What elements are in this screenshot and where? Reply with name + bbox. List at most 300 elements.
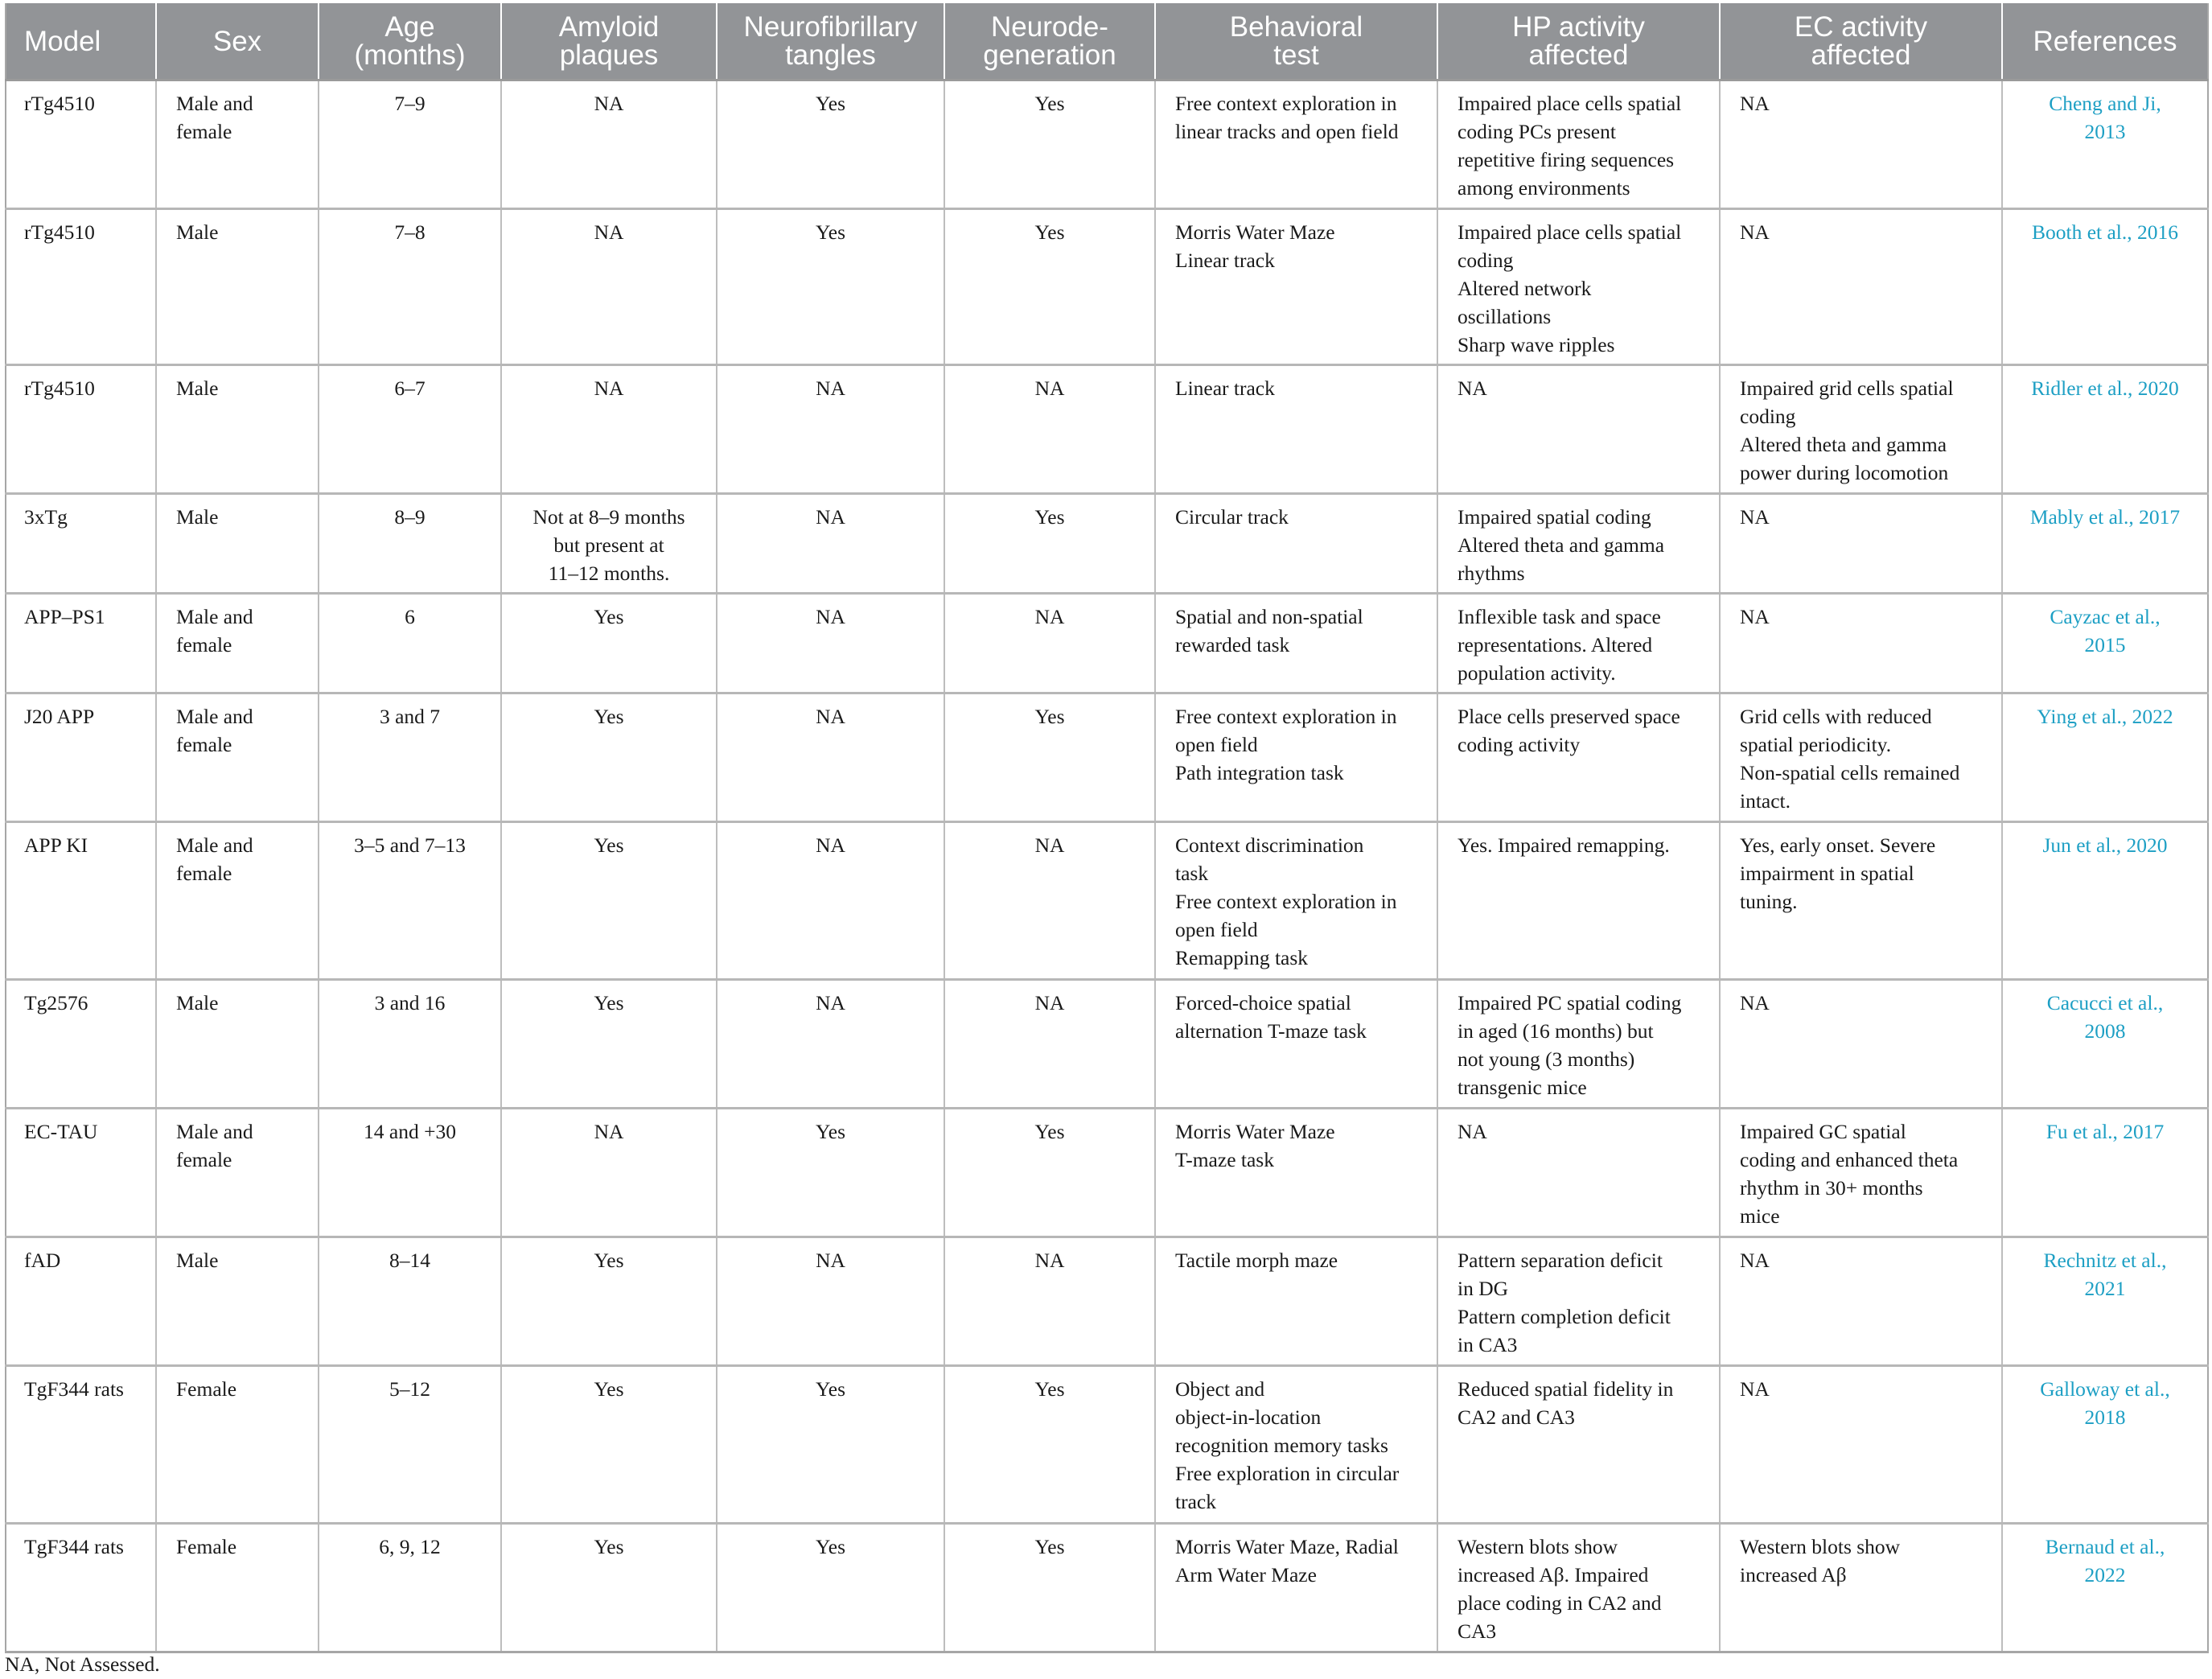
cell-line: Male bbox=[176, 220, 219, 244]
cell-age bbox=[319, 1109, 501, 1237]
cell-line: Yes, early onset. Severe bbox=[1740, 833, 1936, 857]
cell-references[interactable] bbox=[2002, 1109, 2208, 1237]
cell-line: coding bbox=[1740, 405, 1796, 428]
cell-line: linear tracks and open field bbox=[1175, 120, 1399, 143]
cell-sex bbox=[156, 80, 319, 209]
reference-link-text[interactable]: Cayzac et al., bbox=[2050, 605, 2161, 628]
cell-model bbox=[6, 80, 156, 209]
cell-line: Tactile morph maze bbox=[1175, 1249, 1338, 1272]
cell-behavioral-test bbox=[1155, 693, 1437, 822]
header-neurodegeneration bbox=[944, 3, 1155, 80]
cell-neurofibrillary-tangles bbox=[717, 1237, 944, 1366]
reference-link-text[interactable]: 2015 bbox=[2084, 633, 2126, 656]
table-row bbox=[6, 594, 2208, 693]
cell-line: Sharp wave ripples bbox=[1458, 333, 1615, 356]
cell-line: Female bbox=[176, 1535, 237, 1558]
data-table bbox=[5, 3, 2209, 1653]
cell-neurofibrillary-tangles bbox=[717, 1366, 944, 1524]
cell-amyloid-plaques bbox=[501, 594, 717, 693]
cell-neurodegeneration bbox=[944, 822, 1155, 980]
reference-link-text[interactable]: Cacucci et al., bbox=[2046, 991, 2164, 1014]
cell-line: Not at 8–9 months bbox=[532, 505, 685, 529]
cell-line: power during locomotion bbox=[1740, 461, 1949, 484]
cell-line: 7–9 bbox=[394, 92, 426, 115]
cell-hp-activity bbox=[1437, 980, 1720, 1109]
cell-line: Grid cells with reduced bbox=[1740, 705, 1932, 728]
cell-hp-activity bbox=[1437, 209, 1720, 365]
cell-model bbox=[6, 365, 156, 494]
cell-behavioral-test bbox=[1155, 1109, 1437, 1237]
cell-line: NA bbox=[816, 991, 845, 1014]
cell-hp-activity bbox=[1437, 1109, 1720, 1237]
cell-line: female bbox=[176, 633, 232, 656]
cell-line: 6–7 bbox=[394, 377, 426, 400]
cell-line: Remapping task bbox=[1175, 946, 1309, 969]
cell-behavioral-test bbox=[1155, 1237, 1437, 1366]
cell-neurofibrillary-tangles bbox=[717, 822, 944, 980]
cell-line: female bbox=[176, 862, 232, 885]
cell-sex bbox=[156, 822, 319, 980]
cell-age bbox=[319, 209, 501, 365]
cell-line: female bbox=[176, 733, 232, 756]
cell-line: NA bbox=[816, 505, 845, 529]
cell-neurofibrillary-tangles bbox=[717, 494, 944, 594]
cell-age bbox=[319, 494, 501, 594]
cell-line: 3 and 16 bbox=[374, 991, 446, 1014]
cell-line: rhythm in 30+ months bbox=[1740, 1176, 1923, 1200]
cell-line: Context discrimination bbox=[1175, 833, 1364, 857]
header-line: References bbox=[2033, 25, 2177, 57]
cell-line: Circular track bbox=[1175, 505, 1289, 529]
cell-neurodegeneration bbox=[944, 1524, 1155, 1652]
cell-line: Tg2576 bbox=[24, 991, 88, 1014]
cell-model bbox=[6, 980, 156, 1109]
cell-line: Impaired place cells spatial bbox=[1458, 220, 1682, 244]
cell-line: Altered theta and gamma bbox=[1740, 433, 1947, 456]
table-row bbox=[6, 1237, 2208, 1366]
cell-neurodegeneration bbox=[944, 1237, 1155, 1366]
cell-line: 8–9 bbox=[394, 505, 426, 529]
cell-line: Object and bbox=[1175, 1377, 1265, 1401]
reference-link-text[interactable]: Ridler et al., 2020 bbox=[2031, 377, 2179, 400]
cell-line: Western blots show bbox=[1458, 1535, 1618, 1558]
header-age bbox=[319, 3, 501, 80]
reference-link-text[interactable]: Bernaud et al., bbox=[2045, 1535, 2165, 1558]
cell-sex bbox=[156, 209, 319, 365]
cell-behavioral-test bbox=[1155, 209, 1437, 365]
cell-line: Impaired place cells spatial bbox=[1458, 92, 1682, 115]
cell-neurodegeneration bbox=[944, 594, 1155, 693]
reference-link-text[interactable]: Galloway et al., bbox=[2040, 1377, 2170, 1401]
cell-line: NA bbox=[1034, 833, 1065, 857]
cell-amyloid-plaques bbox=[501, 1237, 717, 1366]
cell-line: Non-spatial cells remained bbox=[1740, 761, 1960, 784]
cell-hp-activity bbox=[1437, 365, 1720, 494]
header-line: HP activity bbox=[1512, 11, 1645, 43]
header-line: generation bbox=[983, 39, 1116, 71]
cell-model bbox=[6, 1109, 156, 1237]
cell-line: Yes bbox=[594, 1535, 624, 1558]
cell-age bbox=[319, 980, 501, 1109]
reference-link-text[interactable]: 2018 bbox=[2084, 1405, 2126, 1429]
cell-line: NA bbox=[816, 377, 845, 400]
cell-behavioral-test bbox=[1155, 80, 1437, 209]
cell-line: NA bbox=[816, 1249, 845, 1272]
cell-line: rTg4510 bbox=[24, 377, 95, 400]
cell-line: NA bbox=[1740, 92, 1770, 115]
header-line: Behavioral bbox=[1229, 11, 1363, 43]
cell-line: Male and bbox=[176, 833, 253, 857]
header-line: Age bbox=[384, 11, 435, 43]
cell-line: 3 and 7 bbox=[379, 705, 441, 728]
cell-line: J20 APP bbox=[24, 705, 95, 728]
cell-line: Impaired GC spatial bbox=[1740, 1120, 1906, 1143]
reference-link-text[interactable]: 2021 bbox=[2084, 1277, 2126, 1300]
cell-line: rhythms bbox=[1458, 562, 1525, 585]
cell-neurofibrillary-tangles bbox=[717, 80, 944, 209]
cell-line: 11–12 months. bbox=[548, 562, 670, 585]
cell-behavioral-test bbox=[1155, 980, 1437, 1109]
cell-line: NA bbox=[594, 377, 624, 400]
reference-link-text[interactable]: Jun et al., 2020 bbox=[2042, 833, 2168, 857]
cell-line: CA2 and CA3 bbox=[1458, 1405, 1575, 1429]
cell-line: NA bbox=[816, 605, 845, 628]
reference-link-text[interactable]: 2022 bbox=[2084, 1563, 2126, 1586]
cell-sex bbox=[156, 693, 319, 822]
header-sex bbox=[156, 3, 319, 80]
cell-line: Free context exploration in bbox=[1175, 705, 1397, 728]
cell-amyloid-plaques bbox=[501, 1524, 717, 1652]
cell-line: 6 bbox=[405, 605, 415, 628]
cell-line: Yes bbox=[594, 833, 624, 857]
cell-amyloid-plaques bbox=[501, 80, 717, 209]
cell-age bbox=[319, 80, 501, 209]
header-line: Model bbox=[24, 25, 101, 57]
cell-line: oscillations bbox=[1458, 305, 1552, 328]
cell-references[interactable] bbox=[2002, 693, 2208, 822]
cell-line: Pattern separation deficit bbox=[1458, 1249, 1663, 1272]
cell-neurodegeneration bbox=[944, 693, 1155, 822]
cell-line: Altered network bbox=[1458, 277, 1592, 300]
cell-line: NA bbox=[594, 92, 624, 115]
cell-line: female bbox=[176, 120, 232, 143]
cell-references[interactable] bbox=[2002, 1237, 2208, 1366]
cell-line: NA bbox=[1034, 1249, 1065, 1272]
cell-line: Yes bbox=[1034, 505, 1065, 529]
cell-neurofibrillary-tangles bbox=[717, 209, 944, 365]
cell-neurofibrillary-tangles bbox=[717, 693, 944, 822]
cell-line: CA3 bbox=[1458, 1619, 1497, 1643]
cell-line: rewarded task bbox=[1175, 633, 1290, 656]
cell-age bbox=[319, 822, 501, 980]
table-row bbox=[6, 693, 2208, 822]
cell-sex bbox=[156, 365, 319, 494]
table-row bbox=[6, 365, 2208, 494]
reference-link-text[interactable]: 2013 bbox=[2084, 120, 2126, 143]
cell-references[interactable] bbox=[2002, 80, 2208, 209]
cell-line: increased Aβ. Impaired bbox=[1458, 1563, 1649, 1586]
cell-references[interactable] bbox=[2002, 1366, 2208, 1524]
reference-link-text[interactable]: Cheng and Ji, bbox=[2049, 92, 2161, 115]
table-row bbox=[6, 822, 2208, 980]
reference-link-text[interactable]: Rechnitz et al., bbox=[2043, 1249, 2167, 1272]
cell-hp-activity bbox=[1437, 80, 1720, 209]
cell-age bbox=[319, 365, 501, 494]
cell-line: Linear track bbox=[1175, 249, 1275, 272]
cell-references[interactable] bbox=[2002, 1524, 2208, 1652]
cell-line: Yes bbox=[594, 605, 624, 628]
table-row bbox=[6, 1366, 2208, 1524]
cell-line: Yes bbox=[1034, 1120, 1065, 1143]
cell-references[interactable] bbox=[2002, 494, 2208, 594]
cell-line: intact. bbox=[1740, 789, 1791, 813]
cell-line: 7–8 bbox=[394, 220, 426, 244]
header-line: tangles bbox=[785, 39, 876, 71]
cell-line: NA bbox=[1034, 605, 1065, 628]
cell-behavioral-test bbox=[1155, 822, 1437, 980]
cell-line: NA bbox=[594, 220, 624, 244]
cell-line: Yes bbox=[815, 220, 846, 244]
table-header bbox=[6, 3, 2208, 80]
cell-line: recognition memory tasks bbox=[1175, 1434, 1388, 1457]
table-row bbox=[6, 1524, 2208, 1652]
cell-neurodegeneration bbox=[944, 980, 1155, 1109]
cell-amyloid-plaques bbox=[501, 209, 717, 365]
cell-model bbox=[6, 209, 156, 365]
cell-line: NA bbox=[594, 1120, 624, 1143]
cell-line: coding bbox=[1458, 249, 1514, 272]
reference-link-text[interactable]: Mably et al., 2017 bbox=[2029, 505, 2181, 529]
cell-hp-activity bbox=[1437, 1237, 1720, 1366]
cell-line: track bbox=[1175, 1490, 1216, 1513]
cell-line: Morris Water Maze, Radial bbox=[1175, 1535, 1399, 1558]
cell-line: Spatial and non-spatial bbox=[1175, 605, 1363, 628]
cell-line: Free exploration in circular bbox=[1175, 1462, 1400, 1485]
cell-line: APP–PS1 bbox=[24, 605, 105, 628]
cell-line: coding PCs present bbox=[1458, 120, 1616, 143]
cell-line: T-maze task bbox=[1175, 1148, 1274, 1171]
cell-sex bbox=[156, 1524, 319, 1652]
cell-age bbox=[319, 594, 501, 693]
cell-line: Impaired grid cells spatial bbox=[1740, 377, 1954, 400]
cell-neurodegeneration bbox=[944, 1109, 1155, 1237]
cell-hp-activity bbox=[1437, 1524, 1720, 1652]
cell-line: Male and bbox=[176, 92, 253, 115]
cell-line: NA bbox=[1740, 1377, 1770, 1401]
cell-line: Yes bbox=[1034, 1535, 1065, 1558]
cell-neurofibrillary-tangles bbox=[717, 1524, 944, 1652]
cell-line: Yes bbox=[594, 991, 624, 1014]
cell-line: Arm Water Maze bbox=[1175, 1563, 1317, 1586]
cell-line: open field bbox=[1175, 733, 1258, 756]
cell-neurodegeneration bbox=[944, 209, 1155, 365]
cell-line: increased Aβ bbox=[1740, 1563, 1847, 1586]
cell-line: Male and bbox=[176, 1120, 253, 1143]
cell-line: NA bbox=[1740, 605, 1770, 628]
header-model bbox=[6, 3, 156, 80]
cell-line: in aged (16 months) but bbox=[1458, 1019, 1654, 1043]
cell-line: rTg4510 bbox=[24, 92, 95, 115]
cell-line: object-in-location bbox=[1175, 1405, 1322, 1429]
cell-line: Yes bbox=[594, 1249, 624, 1272]
cell-line: impairment in spatial bbox=[1740, 862, 1914, 885]
cell-line: Male and bbox=[176, 705, 253, 728]
cell-line: Inflexible task and space bbox=[1458, 605, 1661, 628]
cell-model bbox=[6, 1366, 156, 1524]
cell-line: Male bbox=[176, 377, 219, 400]
header-neurofibrillary-tangles bbox=[717, 3, 944, 80]
cell-references[interactable] bbox=[2002, 980, 2208, 1109]
cell-line: NA bbox=[1740, 220, 1770, 244]
cell-line: Impaired PC spatial coding bbox=[1458, 991, 1682, 1014]
reference-link-text[interactable]: Booth et al., 2016 bbox=[2031, 220, 2179, 244]
cell-sex bbox=[156, 494, 319, 594]
cell-line: coding and enhanced theta bbox=[1740, 1148, 1959, 1171]
cell-line: Male bbox=[176, 505, 219, 529]
cell-line: NA bbox=[1458, 377, 1487, 400]
cell-line: coding activity bbox=[1458, 733, 1581, 756]
cell-references[interactable] bbox=[2002, 594, 2208, 693]
cell-amyloid-plaques bbox=[501, 1366, 717, 1524]
cell-line: 5–12 bbox=[389, 1377, 430, 1401]
header-line: test bbox=[1273, 39, 1319, 71]
cell-line: Male and bbox=[176, 605, 253, 628]
cell-line: Path integration task bbox=[1175, 761, 1344, 784]
cell-neurofibrillary-tangles bbox=[717, 365, 944, 494]
cell-sex bbox=[156, 1237, 319, 1366]
cell-line: but present at bbox=[553, 533, 664, 557]
cell-line: population activity. bbox=[1458, 661, 1616, 685]
header-line: Neurode- bbox=[991, 11, 1108, 43]
header-row bbox=[6, 3, 2208, 80]
cell-line: Impaired spatial coding bbox=[1458, 505, 1651, 529]
table-body bbox=[6, 80, 2208, 1652]
cell-ec-activity bbox=[1720, 693, 2002, 822]
cell-line: mice bbox=[1740, 1204, 1780, 1228]
cell-ec-activity bbox=[1720, 980, 2002, 1109]
cell-line: 3xTg bbox=[24, 505, 68, 529]
cell-model bbox=[6, 594, 156, 693]
cell-line: TgF344 rats bbox=[24, 1377, 124, 1401]
cell-line: Morris Water Maze bbox=[1175, 1120, 1335, 1143]
cell-model bbox=[6, 1237, 156, 1366]
cell-line: Place cells preserved space bbox=[1458, 705, 1680, 728]
cell-neurodegeneration bbox=[944, 1366, 1155, 1524]
cell-line: Linear track bbox=[1175, 377, 1275, 400]
cell-line: NA bbox=[1740, 991, 1770, 1014]
cell-references[interactable] bbox=[2002, 365, 2208, 494]
cell-line: Yes bbox=[1034, 92, 1065, 115]
cell-line: Female bbox=[176, 1377, 237, 1401]
header-line: Amyloid bbox=[558, 11, 660, 43]
header-line: affected bbox=[1528, 39, 1629, 71]
table-row bbox=[6, 209, 2208, 365]
reference-link-text[interactable]: 2008 bbox=[2084, 1019, 2126, 1043]
cell-line: Yes bbox=[594, 1377, 624, 1401]
reference-link-text[interactable]: Ying et al., 2022 bbox=[2037, 705, 2173, 728]
header-ec-activity bbox=[1720, 3, 2002, 80]
header-line: Sex bbox=[212, 25, 262, 57]
header-references bbox=[2002, 3, 2208, 80]
cell-line: fAD bbox=[24, 1249, 61, 1272]
cell-hp-activity bbox=[1437, 1366, 1720, 1524]
cell-ec-activity bbox=[1720, 594, 2002, 693]
cell-line: NA bbox=[1458, 1120, 1487, 1143]
cell-behavioral-test bbox=[1155, 1366, 1437, 1524]
cell-line: Yes bbox=[815, 1120, 846, 1143]
cell-line: Yes bbox=[1034, 1377, 1065, 1401]
cell-line: NA bbox=[816, 833, 845, 857]
cell-behavioral-test bbox=[1155, 494, 1437, 594]
cell-line: 6, 9, 12 bbox=[379, 1535, 441, 1558]
cell-sex bbox=[156, 980, 319, 1109]
table-row bbox=[6, 494, 2208, 594]
table-footnote: NA, Not Assessed. bbox=[5, 1652, 160, 1676]
cell-line: 3–5 and 7–13 bbox=[354, 833, 466, 857]
cell-line: Yes bbox=[815, 1377, 846, 1401]
cell-references[interactable] bbox=[2002, 209, 2208, 365]
cell-model bbox=[6, 1524, 156, 1652]
table-container bbox=[5, 3, 2207, 1653]
header-behavioral-test bbox=[1155, 3, 1437, 80]
cell-model bbox=[6, 693, 156, 822]
cell-line: Yes bbox=[1034, 220, 1065, 244]
cell-line: Free context exploration in bbox=[1175, 890, 1397, 913]
cell-line: not young (3 months) bbox=[1458, 1047, 1635, 1071]
cell-ec-activity bbox=[1720, 1524, 2002, 1652]
cell-ec-activity bbox=[1720, 365, 2002, 494]
cell-age bbox=[319, 1237, 501, 1366]
header-line: EC activity bbox=[1794, 11, 1928, 43]
cell-line: 8–14 bbox=[389, 1249, 430, 1272]
cell-model bbox=[6, 494, 156, 594]
cell-hp-activity bbox=[1437, 693, 1720, 822]
cell-references[interactable] bbox=[2002, 822, 2208, 980]
cell-line: Yes bbox=[815, 92, 846, 115]
cell-line: in CA3 bbox=[1458, 1333, 1518, 1356]
cell-line: in DG bbox=[1458, 1277, 1509, 1300]
cell-line: rTg4510 bbox=[24, 220, 95, 244]
cell-line: NA bbox=[1034, 991, 1065, 1014]
cell-line: Yes. Impaired remapping. bbox=[1458, 833, 1670, 857]
cell-ec-activity bbox=[1720, 209, 2002, 365]
header-hp-activity bbox=[1437, 3, 1720, 80]
cell-behavioral-test bbox=[1155, 594, 1437, 693]
cell-line: Forced-choice spatial bbox=[1175, 991, 1351, 1014]
cell-amyloid-plaques bbox=[501, 365, 717, 494]
cell-line: spatial periodicity. bbox=[1740, 733, 1892, 756]
cell-line: Reduced spatial fidelity in bbox=[1458, 1377, 1674, 1401]
header-amyloid-plaques bbox=[501, 3, 717, 80]
cell-line: Western blots show bbox=[1740, 1535, 1901, 1558]
cell-line: NA bbox=[1034, 377, 1065, 400]
cell-sex bbox=[156, 594, 319, 693]
cell-ec-activity bbox=[1720, 1237, 2002, 1366]
cell-amyloid-plaques bbox=[501, 980, 717, 1109]
header-line: affected bbox=[1811, 39, 1911, 71]
cell-sex bbox=[156, 1109, 319, 1237]
cell-age bbox=[319, 1366, 501, 1524]
table-row bbox=[6, 1109, 2208, 1237]
cell-line: Male bbox=[176, 1249, 219, 1272]
reference-link-text[interactable]: Fu et al., 2017 bbox=[2045, 1120, 2165, 1143]
cell-sex bbox=[156, 1366, 319, 1524]
header-line: plaques bbox=[559, 39, 659, 71]
cell-line: place coding in CA2 and bbox=[1458, 1591, 1662, 1615]
cell-line: Free context exploration in bbox=[1175, 92, 1397, 115]
cell-line: EC-TAU bbox=[24, 1120, 98, 1143]
cell-neurofibrillary-tangles bbox=[717, 980, 944, 1109]
